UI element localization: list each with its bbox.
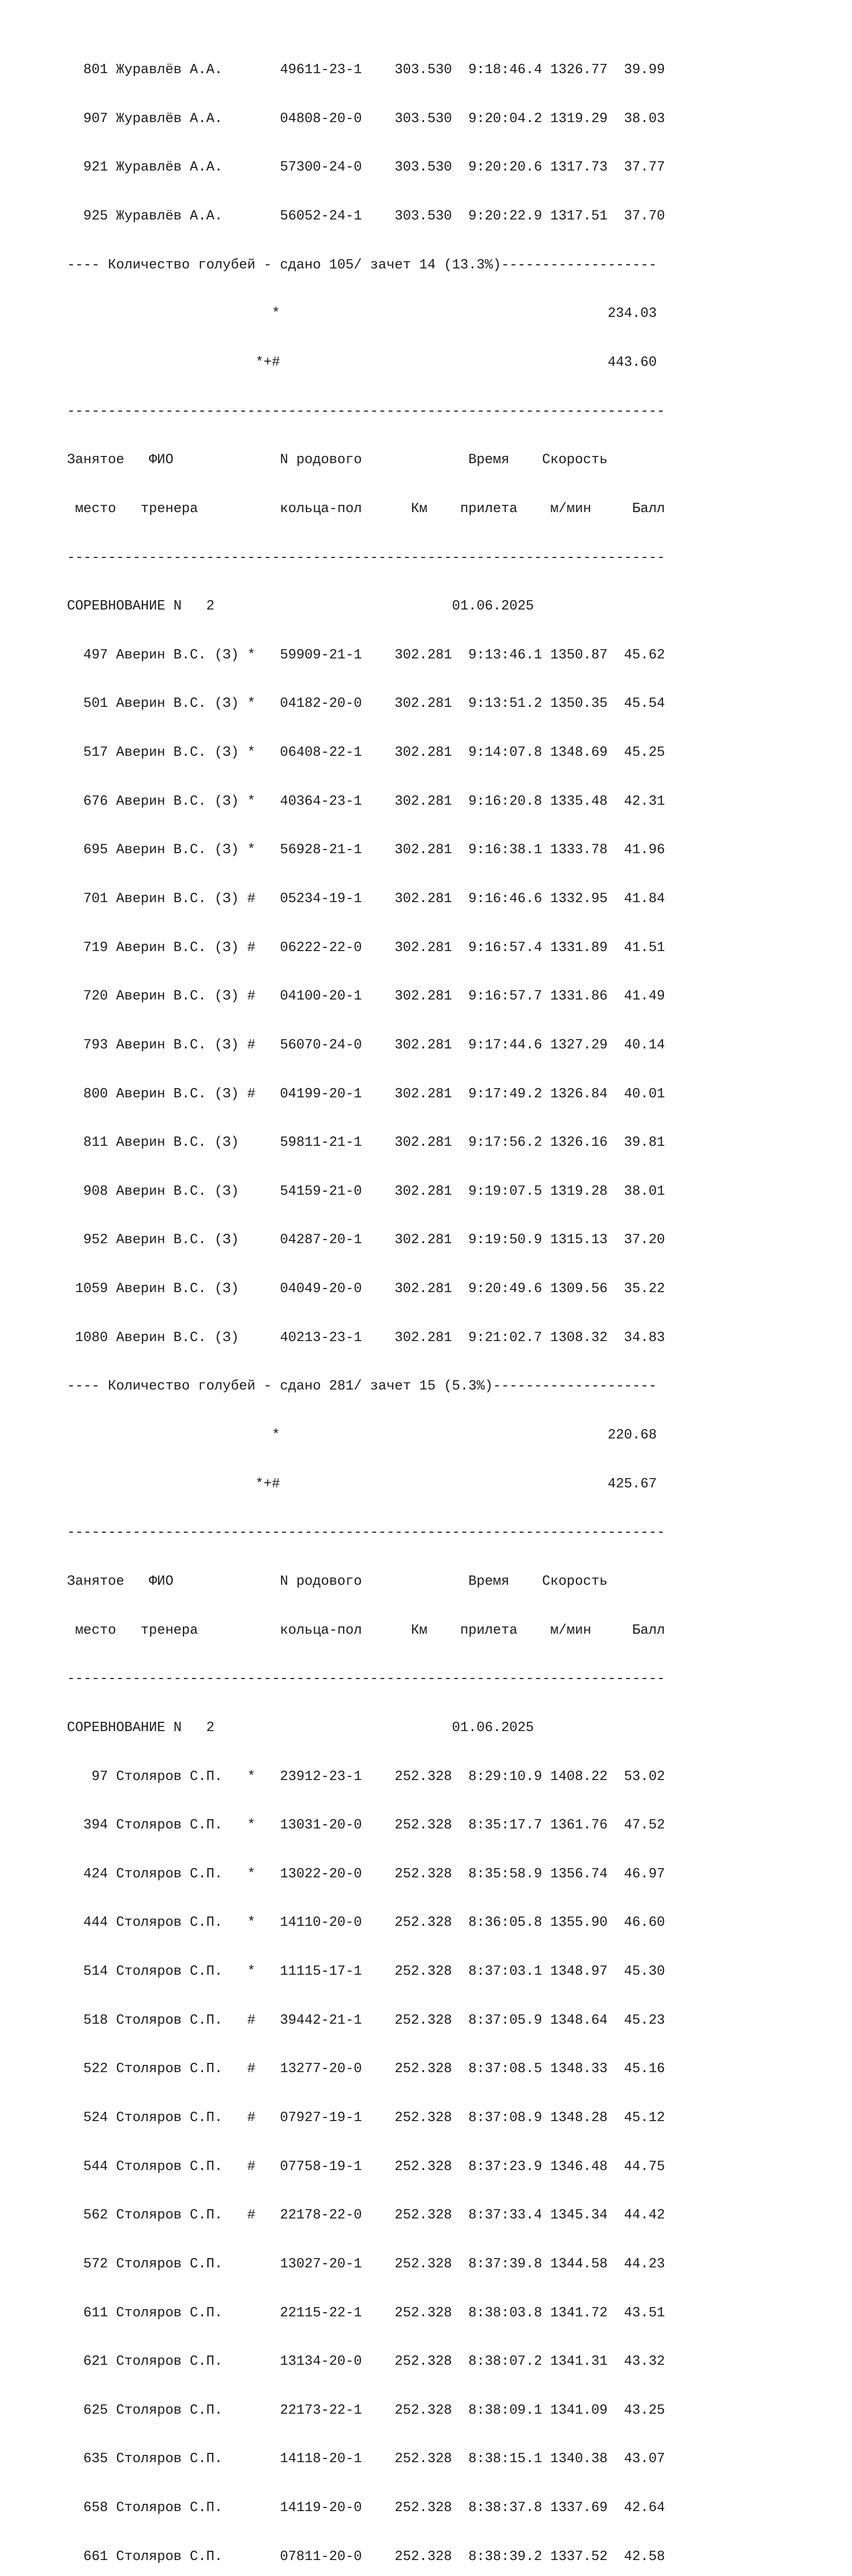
- result-row: 676 Аверин В.С. (З) * 40364-23-1 302.281 9:16:20.8 1335.48 42.31: [67, 793, 665, 809]
- column-header-row-1: Занятое ФИО N родового Время Скорость: [67, 1573, 608, 1589]
- result-row: 97 Столяров С.П. * 23912-23-1 252.328 8:29:10.9 1408.22 53.02: [67, 1768, 665, 1784]
- star-total: * 234.03: [67, 306, 657, 321]
- competition-heading: СОРЕВНОВАНИЕ N 2 01.06.2025: [67, 1719, 534, 1735]
- result-row: 497 Аверин В.С. (З) * 59909-21-1 302.281 9:13:46.1 1350.87 45.62: [67, 647, 665, 663]
- result-row: 518 Столяров С.П. # 39442-21-1 252.328 8:37:05.9 1348.64 45.23: [67, 2012, 665, 2028]
- result-row: 611 Столяров С.П. 22115-22-1 252.328 8:38:03.8 1341.72 43.51: [67, 2304, 665, 2320]
- result-row: 793 Аверин В.С. (З) # 56070-24-0 302.281 9:17:44.6 1327.29 40.14: [67, 1037, 665, 1053]
- result-row: 562 Столяров С.П. # 22178-22-0 252.328 8:37:33.4 1345.34 44.42: [67, 2207, 665, 2223]
- pigeon-count-summary: ---- Количество голубей - сдано 105/ зачет 14 (13.3%)-------------------: [67, 257, 657, 273]
- result-row: 1080 Аверин В.С. (З) 40213-23-1 302.281 9:21:02.7 1308.32 34.83: [67, 1329, 665, 1345]
- result-row: 424 Столяров С.П. * 13022-20-0 252.328 8:35:58.9 1356.74 46.97: [67, 1866, 665, 1882]
- column-header-row-1: Занятое ФИО N родового Время Скорость: [67, 452, 608, 468]
- divider-line: -------------------------------------------------------------------------: [67, 549, 665, 565]
- result-row: 522 Столяров С.П. # 13277-20-0 252.328 8:37:08.5 1348.33 45.16: [67, 2061, 665, 2077]
- divider-line: -------------------------------------------------------------------------: [67, 1524, 665, 1540]
- result-row: 925 Журавлёв А.А. 56052-24-1 303.530 9:20:22.9 1317.51 37.70: [67, 208, 665, 224]
- result-row: 952 Аверин В.С. (З) 04287-20-1 302.281 9:19:50.9 1315.13 37.20: [67, 1232, 665, 1248]
- divider-line: -------------------------------------------------------------------------: [67, 403, 665, 419]
- result-row: 501 Аверин В.С. (З) * 04182-20-0 302.281 9:13:51.2 1350.35 45.54: [67, 696, 665, 711]
- result-row: 701 Аверин В.С. (З) # 05234-19-1 302.281 9:16:46.6 1332.95 41.84: [67, 890, 665, 906]
- result-row: 801 Журавлёв А.А. 49611-23-1 303.530 9:18:46.4 1326.77 39.99: [67, 62, 665, 78]
- result-row: 444 Столяров С.П. * 14110-20-0 252.328 8:36:05.8 1355.90 46.60: [67, 1914, 665, 1930]
- divider-line: -------------------------------------------------------------------------: [67, 1671, 665, 1687]
- result-row: 394 Столяров С.П. * 13031-20-0 252.328 8:35:17.7 1361.76 47.52: [67, 1817, 665, 1833]
- result-row: 800 Аверин В.С. (З) # 04199-20-1 302.281 9:17:49.2 1326.84 40.01: [67, 1086, 665, 1101]
- result-row: 908 Аверин В.С. (З) 54159-21-0 302.281 9:19:07.5 1319.28 38.01: [67, 1183, 665, 1199]
- results-printout: [67, 29, 665, 2576]
- result-row: 695 Аверин В.С. (З) * 56928-21-1 302.281 9:16:38.1 1333.78 41.96: [67, 842, 665, 858]
- star-plus-hash-total: *+# 443.60: [67, 354, 657, 370]
- star-plus-hash-total: *+# 425.67: [67, 1476, 657, 1492]
- result-row: 720 Аверин В.С. (З) # 04100-20-1 302.281 9:16:57.7 1331.86 41.49: [67, 988, 665, 1004]
- pigeon-count-summary: ---- Количество голубей - сдано 281/ зачет 15 (5.3%)--------------------: [67, 1378, 657, 1394]
- result-row: 719 Аверин В.С. (З) # 06222-22-0 302.281 9:16:57.4 1331.89 41.51: [67, 939, 665, 955]
- competition-heading: СОРЕВНОВАНИЕ N 2 01.06.2025: [67, 598, 534, 614]
- result-row: 544 Столяров С.П. # 07758-19-1 252.328 8:37:23.9 1346.48 44.75: [67, 2158, 665, 2174]
- result-row: 625 Столяров С.П. 22173-22-1 252.328 8:38:09.1 1341.09 43.25: [67, 2402, 665, 2418]
- column-header-row-2: место тренера кольца-пол Км прилета м/мин Балл: [67, 500, 665, 516]
- result-row: 514 Столяров С.П. * 11115-17-1 252.328 8:37:03.1 1348.97 45.30: [67, 1963, 665, 1979]
- result-row: 921 Журавлёв А.А. 57300-24-0 303.530 9:20:20.6 1317.73 37.77: [67, 159, 665, 175]
- result-row: 621 Столяров С.П. 13134-20-0 252.328 8:38:07.2 1341.31 43.32: [67, 2353, 665, 2369]
- result-row: 907 Журавлёв А.А. 04808-20-0 303.530 9:20:04.2 1319.29 38.03: [67, 110, 665, 126]
- result-row: 635 Столяров С.П. 14118-20-1 252.328 8:38:15.1 1340.38 43.07: [67, 2451, 665, 2467]
- result-row: 517 Аверин В.С. (З) * 06408-22-1 302.281 9:14:07.8 1348.69 45.25: [67, 744, 665, 760]
- result-row: 524 Столяров С.П. # 07927-19-1 252.328 8:37:08.9 1348.28 45.12: [67, 2110, 665, 2125]
- star-total: * 220.68: [67, 1427, 657, 1443]
- result-row: 658 Столяров С.П. 14119-20-0 252.328 8:38:37.8 1337.69 42.64: [67, 2500, 665, 2516]
- result-row: 811 Аверин В.С. (З) 59811-21-1 302.281 9:17:56.2 1326.16 39.81: [67, 1134, 665, 1150]
- result-row: 572 Столяров С.П. 13027-20-1 252.328 8:37:39.8 1344.58 44.23: [67, 2256, 665, 2272]
- result-row: 661 Столяров С.П. 07811-20-0 252.328 8:38:39.2 1337.52 42.58: [67, 2548, 665, 2564]
- column-header-row-2: место тренера кольца-пол Км прилета м/мин Балл: [67, 1622, 665, 1638]
- result-row: 1059 Аверин В.С. (З) 04049-20-0 302.281 9:20:49.6 1309.56 35.22: [67, 1281, 665, 1297]
